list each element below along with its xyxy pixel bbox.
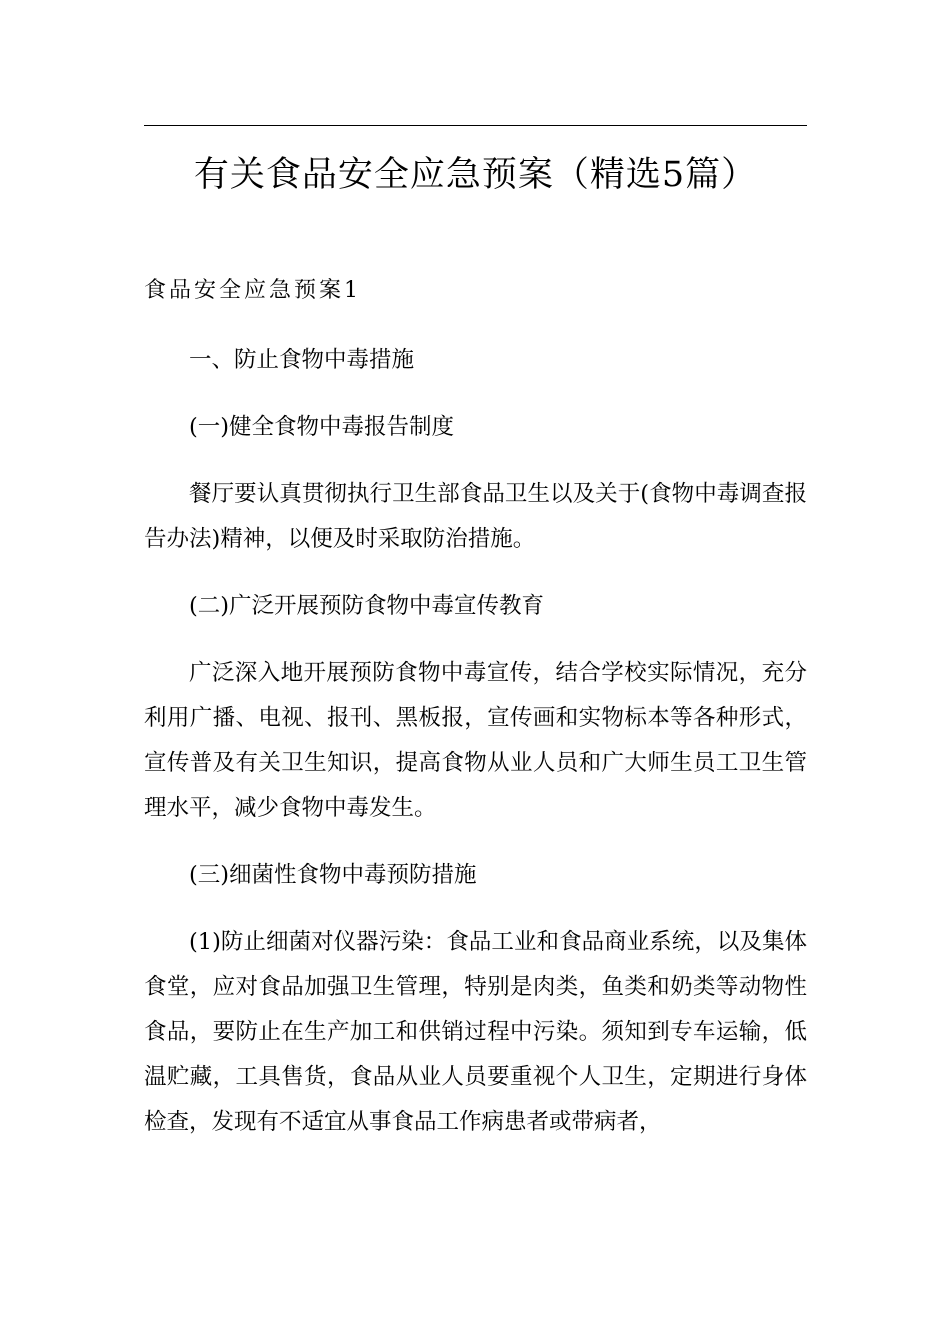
subheading-bacterial-prevention: (三)细菌性食物中毒预防措施 xyxy=(189,862,477,888)
header-rule xyxy=(144,125,807,126)
heading-prevention-measures: 一、防止食物中毒措施 xyxy=(189,347,415,373)
paragraph-reporting: 餐厅要认真贯彻执行卫生部食品卫生以及关于(食物中毒调查报告办法)精神，以便及时采取防治措施。 xyxy=(144,481,807,552)
document-title: 有关食品安全应急预案（精选5篇） xyxy=(193,155,758,195)
paragraph-education: 广泛深入地开展预防食物中毒宣传，结合学校实际情况，充分利用广播、电视、报刊、黑板报，宣传画和实物标本等各种形式，宣传普及有关卫生知识，提高食物从业人员和广大师生员工卫生管理水平，减少食物中毒发生。 xyxy=(144,660,807,821)
document-body xyxy=(144,338,807,1167)
subheading-reporting-system: (一)健全食物中毒报告制度 xyxy=(189,414,455,440)
subheading-education: (二)广泛开展预防食物中毒宣传教育 xyxy=(189,593,545,619)
paragraph-bacterial-contamination: (1)防止细菌对仪器污染：食品工业和食品商业系统，以及集体食堂，应对食品加强卫生管理，特别是肉类，鱼类和奶类等动物性食品，要防止在生产加工和供销过程中污染。须知到专车运输，低温贮藏，工具售货，食品从业人员要重视个人卫生，定期进行身体检查，发现有不适宜从事食品工作病患者或带病者， xyxy=(144,929,807,1135)
section-heading: 食品安全应急预案1 xyxy=(144,278,361,303)
